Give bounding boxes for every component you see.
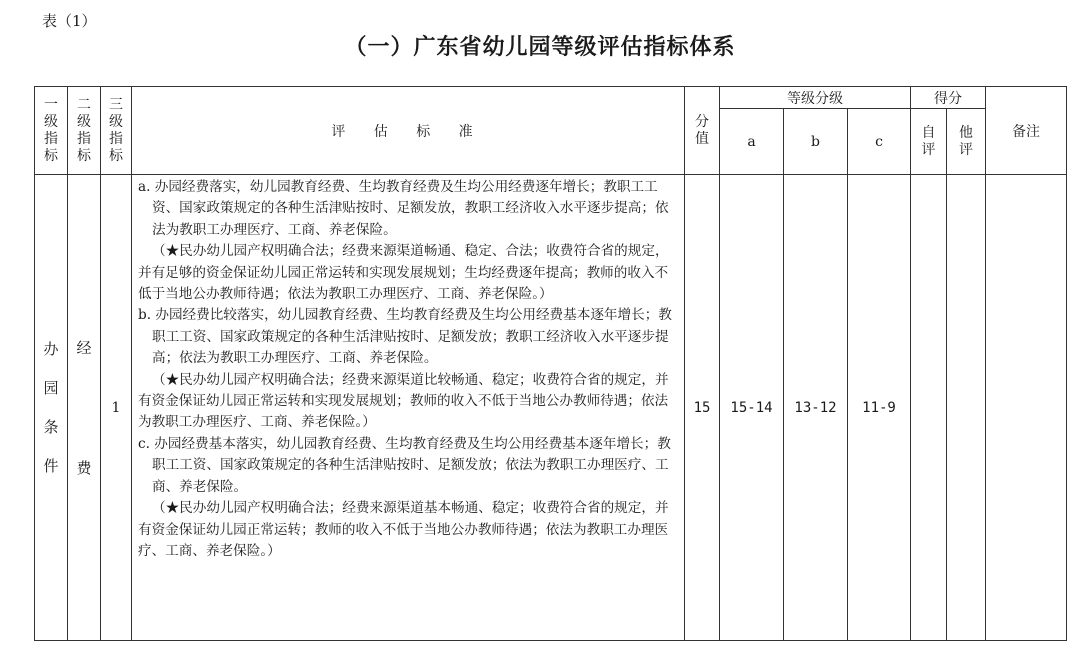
- level2-cell: 经 费: [68, 175, 101, 641]
- criteria-b-private: （★民办幼儿园产权明确合法；经费来源渠道比较畅通、稳定；收费符合省的规定，并有资金保证幼儿园正常运转和实现发展规划；教师的收入不低于当地公办教师待遇；依法为教职工办理医疗、工商、养老保险。）: [138, 371, 669, 431]
- col-criteria-header: 评 估 标 准: [132, 87, 685, 175]
- col-grade-c-header: c: [848, 109, 911, 175]
- col-grading-header: 等级分级: [720, 87, 911, 109]
- criteria-c-private: （★民办幼儿园产权明确合法；经费来源渠道基本畅通、稳定；收费符合省的规定，并有资金保证幼儿园正常运转；教师的收入不低于当地公办教师待遇；依法为教职工办理医疗、工商、养老保险。）: [138, 500, 669, 559]
- self-eval-cell[interactable]: [911, 175, 947, 641]
- col-grade-a-header: a: [720, 109, 784, 175]
- remarks-cell[interactable]: [986, 175, 1067, 641]
- table-tag: 表（1）: [42, 12, 97, 30]
- level3-cell: 1: [101, 175, 132, 641]
- col-remarks-header: 备注: [986, 87, 1067, 175]
- evaluation-table: [34, 86, 1067, 641]
- criteria-b: b. 办园经费比较落实，幼儿园教育经费、生均教育经费及生均公用经费基本逐年增长；教职工工资、国家政策规定的各种生活津贴按时、足额发放；教职工经济收入水平逐步提高；依法为教职工办理医疗、工商、养老保险。: [138, 307, 672, 367]
- grade-c-cell: 11-9: [848, 175, 911, 641]
- col-level3-header: 三 级 指 标: [101, 87, 132, 175]
- grade-a-cell: 15-14: [720, 175, 784, 641]
- criteria-a-private: （★民办幼儿园产权明确合法；经费来源渠道畅通、稳定、合法；收费符合省的规定，并有足够的资金保证幼儿园正常运转和实现发展规划；生均经费逐年提高；教师的收入不低于当地公办教师待遇；依法为教职工办理医疗、工商、养老保险。）: [138, 243, 669, 303]
- col-grade-b-header: b: [784, 109, 848, 175]
- col-self-eval-header: 自 评: [911, 109, 947, 175]
- col-points-header: 得分: [911, 87, 986, 109]
- col-level2-header: 二 级 指 标: [68, 87, 101, 175]
- col-other-eval-header: 他 评: [947, 109, 986, 175]
- criteria-a: a. 办园经费落实，幼儿园教育经费、生均教育经费及生均公用经费逐年增长；教职工工资、国家政策规定的各种生活津贴按时、足额发放，教职工经济收入水平逐步提高；依法为教职工办理医疗、工商、养老保险。: [138, 179, 669, 238]
- other-eval-cell[interactable]: [947, 175, 986, 641]
- document-title: （一）广东省幼儿园等级评估指标体系: [344, 35, 736, 60]
- level1-cell: 办 园 条 件: [35, 175, 68, 641]
- col-level1-header: 一 级 指 标: [35, 87, 68, 175]
- grade-b-cell: 13-12: [784, 175, 848, 641]
- criteria-cell: [132, 175, 685, 641]
- col-score-header: 分 值: [685, 87, 720, 175]
- criteria-c: c. 办园经费基本落实，幼儿园教育经费、生均教育经费及生均公用经费基本逐年增长；教职工工资、国家政策规定的各种生活津贴按时、足额发放；依法为教职工办理医疗、工商、养老保险。: [138, 435, 671, 495]
- score-cell: 15: [685, 175, 720, 641]
